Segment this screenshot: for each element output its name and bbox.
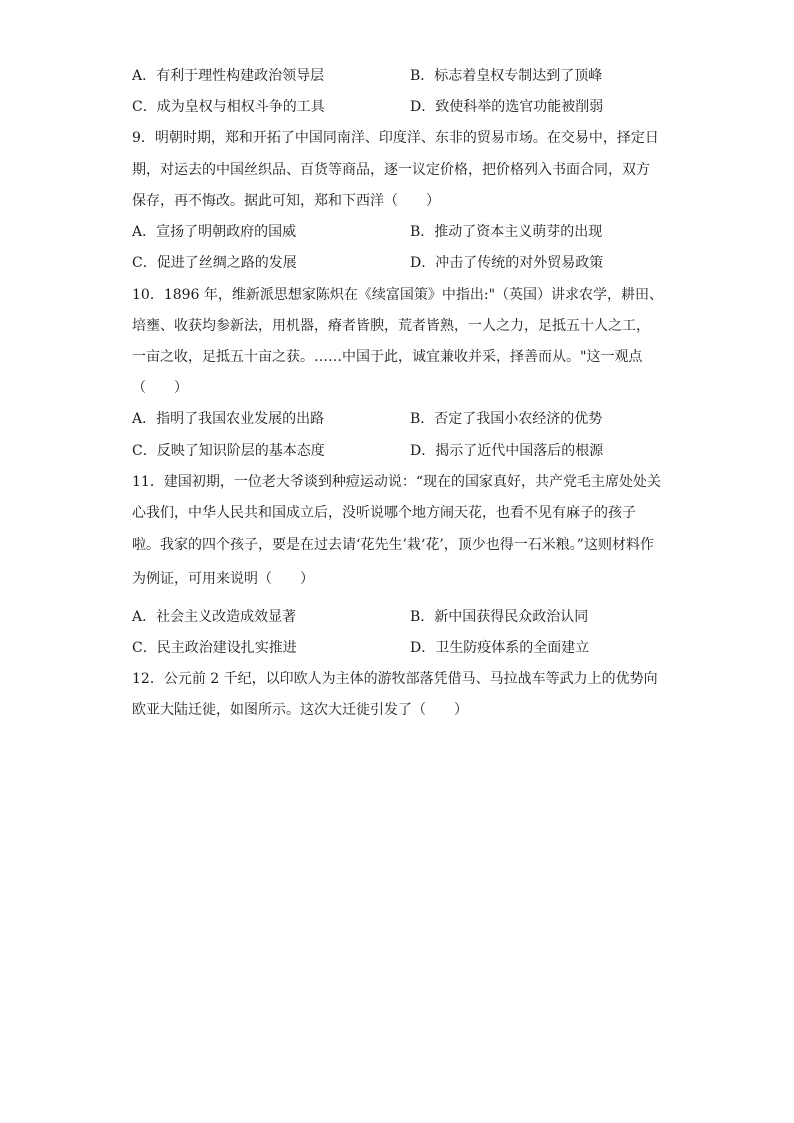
q8-option-a[interactable]: A．有利于理性构建政治领导层 [132,68,325,84]
q10-stem-line-3: 一亩之收，足抵五十亩之获。……中国于此，诚宜兼收并采，择善而从。"这一观点 [132,349,643,365]
q9-stem-line-2: 期，对运去的中国丝织品、百货等商品，逐一议定价格，把价格列入书面合同，双方 [132,162,650,178]
q10-stem-line-1: 10．1896 年，维新派思想家陈炽在《续富国策》中指出:"（英国）讲求农学，耕田、 [132,287,664,303]
q10-option-d[interactable]: D．揭示了近代中国落后的根源 [410,443,604,459]
q9-option-d[interactable]: D．冲击了传统的对外贸易政策 [410,255,604,271]
q9-stem-line-1: 9．明朝时期，郑和开拓了中国同南洋、印度洋、东非的贸易市场。在交易中，择定日 [132,130,659,146]
q9-option-b[interactable]: B．推动了资本主义萌芽的出现 [410,224,603,240]
q9-option-c[interactable]: C．促进了丝绸之路的发展 [132,255,297,271]
q11-stem-line-1: 11．建国初期，一位老大爷谈到种痘运动说：“现在的国家真好，共产党毛主席处处关 [132,474,661,490]
q11-stem-line-3: 啦。我家的四个孩子，要是在过去请‘花先生’栽‘花’，顶少也得一石米粮。”这则材料作 [132,537,654,553]
q8-option-b[interactable]: B．标志着皇权专制达到了顶峰 [410,68,603,84]
q10-stem-line-2: 培壅、收获均参新法，用机器，瘠者皆腴，荒者皆熟，一人之力，足抵五十人之工， [132,318,650,334]
q10-option-b[interactable]: B．否定了我国小农经济的优势 [410,411,603,427]
q11-option-a[interactable]: A．社会主义改造成效显著 [132,609,297,625]
q9-stem-line-3: 保存，再不悔改。据此可知，郑和下西洋（ ） [132,193,440,209]
q11-stem-line-4: 为例证，可用来说明（ ） [132,571,314,587]
q11-option-d[interactable]: D．卫生防疫体系的全面建立 [410,640,590,656]
q9-option-a[interactable]: A．宣扬了明朝政府的国威 [132,224,297,240]
q10-option-a[interactable]: A．指明了我国农业发展的出路 [132,411,325,427]
q10-stem-line-4: （ ） [132,380,188,396]
q8-option-c[interactable]: C．成为皇权与相权斗争的工具 [132,99,325,115]
q10-option-c[interactable]: C．反映了知识阶层的基本态度 [132,443,325,459]
q12-stem-line-1: 12．公元前 2 千纪，以印欧人为主体的游牧部落凭借马、马拉战车等武力上的优势向 [132,671,658,687]
q11-option-c[interactable]: C．民主政治建设扎实推进 [132,640,297,656]
q11-stem-line-2: 心我们，中华人民共和国成立后，没听说哪个地方闹天花，也看不见有麻子的孩子 [132,505,636,521]
q12-stem-line-2: 欧亚大陆迁徙，如图所示。这次大迁徙引发了（ ） [132,702,468,718]
q11-option-b[interactable]: B．新中国获得民众政治认同 [410,609,589,625]
q8-option-d[interactable]: D．致使科举的选官功能被削弱 [410,99,604,115]
